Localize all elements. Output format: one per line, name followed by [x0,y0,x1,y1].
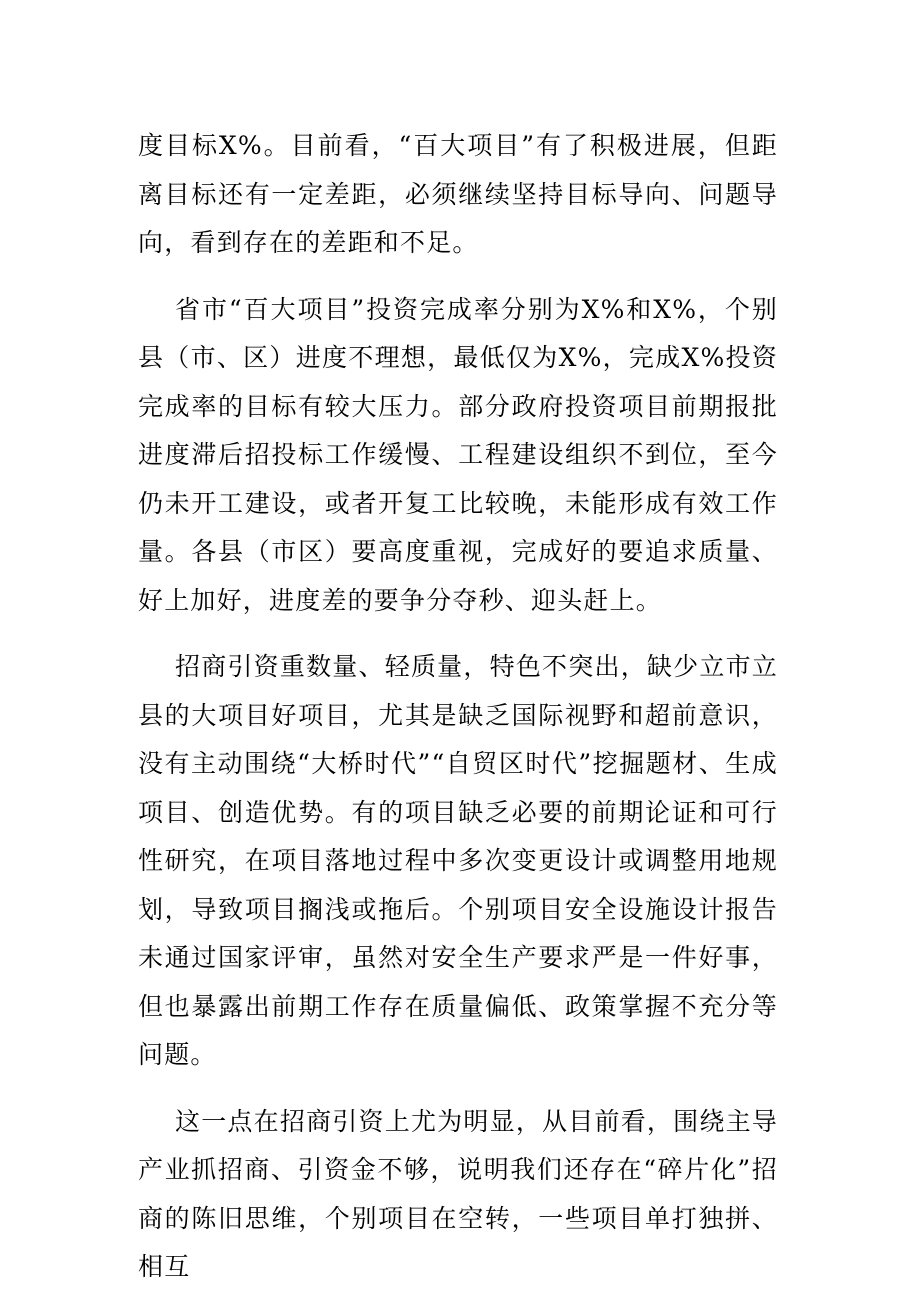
paragraph-4: 这一点在招商引资上尤为明显，从目前看，围绕主导产业抓招商、引资金不够，说明我们还存在“碎片化”招商的陈旧思维，个别项目在空转，一些项目单打独拼、相互 [138,1106,778,1281]
paragraph-spacer [138,268,778,286]
paragraph-1: 度目标X%。目前看，“百大项目”有了积极进展，但距离目标还有一定差距，必须继续坚持目标导向、问题导向，看到存在的差距和不足。 [138,131,778,257]
paragraph-2: 省市“百大项目”投资完成率分别为X%和X%，个别县（市、区）进度不理想，最低仅为X%，完成X%投资完成率的目标有较大压力。部分政府投资项目前期报批进度滞后招投标工作缓慢、工程建设组织不到位，至今仍未开工建设，或者开复工比较晚，未能形成有效工作量。各县（市区）要高度重视，完成好的要追求质量、好上加好，进度差的要争分夺秒、迎头赶上。 [138,294,778,615]
paragraph-spacer [138,625,778,643]
paragraph-spacer [138,1080,778,1098]
paragraph-3: 招商引资重数量、轻质量，特色不突出，缺少立市立县的大项目好项目，尤其是缺乏国际视野和超前意识，没有主动围绕“大桥时代”“自贸区时代”挖掘题材、生成项目、创造优势。有的项目缺乏必要的前期论证和可行性研究，在项目落地过程中多次变更设计或调整用地规划，导致项目搁浅或拖后。个别项目安全设施设计报告未通过国家评审，虽然对安全生产要求严是一件好事，但也暴露出前期工作存在质量偏低、政策掌握不充分等问题。 [138,652,778,1069]
document-body [138,122,778,1292]
